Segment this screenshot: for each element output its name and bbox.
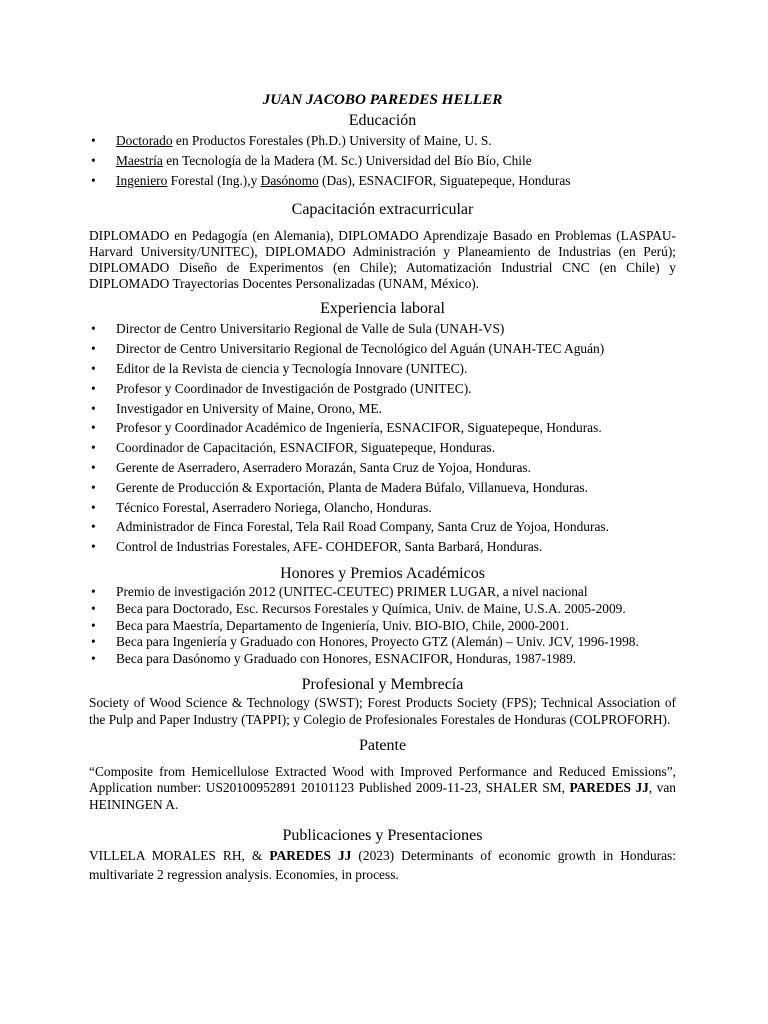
experience-item: • Editor de la Revista de ciencia y Tecnología Innovare (UNITEC). [89,359,676,379]
honor-item: • Beca para Dasónomo y Graduado con Honores, ESNACIFOR, Honduras, 1987-1989. [89,651,676,668]
honor-item: • Beca para Maestría, Departamento de Ingeniería, Univ. BIO-BIO, Chile, 2000-2001. [89,618,676,635]
degree-detail: en Tecnología de la Madera (M. Sc.) Universidad del Bío Bío, Chile [162,153,532,169]
publication-author-bold: PAREDES JJ [269,847,352,863]
experience-item: • Gerente de Producción & Exportación, Planta de Madera Búfalo, Villanueva, Honduras. [89,478,676,498]
honor-item: • Beca para Doctorado, Esc. Recursos Forestales y Química, Univ. de Maine, U.S.A. 2005-2009. [89,601,676,618]
cv-content [89,91,676,884]
honors-list [89,584,676,668]
training-heading: Capacitación extracurricular [291,200,474,218]
membership-heading: Profesional y Membrecía [301,675,464,693]
experience-item: • Control de Industrias Forestales, AFE- COHDEFOR, Santa Barbará, Honduras. [89,537,676,557]
patent-text [89,764,676,814]
experience-item: • Director de Centro Universitario Regional de Valle de Sula (UNAH-VS) [89,319,676,339]
degree-detail: en Productos Forestales (Ph.D.) University of Maine, U. S. [172,133,492,149]
honor-item: • Beca para Ingeniería y Graduado con Honores, Proyecto GTZ (Alemán) – Univ. JCV, 1996-1998. [89,634,676,651]
training-text: DIPLOMADO en Pedagogía (en Alemania), DIPLOMADO Aprendizaje Basado en Problemas (LASPAU-Harvard University/UNITEC), DIPLOMADO Administración y Planeamiento de Industrias (en Perú); DIPLOMADO Diseño de Experimentos (en Chile); Automatización Industrial CNC (en Chile) y DIPLOMADO Trayectorias Docentes Personalizadas (UNAM, México). [89,227,676,292]
experience-item: • Técnico Forestal, Aserradero Noriega, Olancho, Honduras. [89,498,676,518]
publication-citation-end: (2023) Determinants of economic growth in Honduras: multivariate 2 regression analysis. Economies, in process. [89,847,676,882]
publications-heading: Publicaciones y Presentaciones [282,826,483,844]
education-heading: Educación [348,112,417,130]
experience-item: • Administrador de Finca Forestal, Tela Rail Road Company, Santa Cruz de Yojoa, Honduras. [89,517,676,537]
degree-detail: (Das), ESNACIFOR, Siguatepeque, Honduras [318,172,571,188]
membership-text: Society of Wood Science & Technology (SWST); Forest Products Society (FPS); Technical Association of the Pulp and Paper Industry (TAPPI); y Colegio de Profesionales Forestales de Honduras (COLPROFORH). [89,694,676,727]
experience-list [89,319,676,557]
degree-label: Dasónomo [260,172,319,188]
degree-label: Maestría [116,153,163,169]
degree-label: Doctorado [116,133,173,149]
experience-item: • Coordinador de Capacitación, ESNACIFOR, Siguatepeque, Honduras. [89,438,676,458]
patent-heading: Patente [358,736,407,754]
experience-item: • Director de Centro Universitario Regional de Tecnológico del Aguán (UNAH-TEC Aguán) [89,339,676,359]
experience-heading: Experiencia laboral [320,300,445,318]
education-item [89,151,676,171]
cv-name: JUAN JACOBO PAREDES HELLER [262,91,503,108]
degree-label: Ingeniero [116,172,168,188]
publication-text [89,846,676,884]
education-item [89,131,676,151]
publication-citation: VILLELA MORALES RH, & [89,847,270,863]
experience-item: • Investigador en University of Maine, Orono, ME. [89,399,676,419]
honors-heading: Honores y Premios Académicos [280,565,485,582]
patent-author-bold: PAREDES JJ [569,780,649,796]
degree-detail: Forestal (Ing.),y [167,172,261,188]
education-list [89,131,676,190]
experience-item: • Profesor y Coordinador Académico de Ingeniería, ESNACIFOR, Siguatepeque, Honduras. [89,418,676,438]
education-item [89,171,676,191]
patent-citation: “Composite from Hemicellulose Extracted Wood with Improved Performance and Reduced Emissions”, Application number: US20100952891 20101123 Published 2009-11-23, SHALER SM, [89,763,676,796]
experience-item: • Profesor y Coordinador de Investigación de Postgrado (UNITEC). [89,379,676,399]
honor-item: • Premio de investigación 2012 (UNITEC-CEUTEC) PRIMER LUGAR, a nivel nacional [89,584,676,601]
experience-item: • Gerente de Aserradero, Aserradero Morazán, Santa Cruz de Yojoa, Honduras. [89,458,676,478]
patent-citation-end: , van HEININGEN A. [89,780,677,813]
